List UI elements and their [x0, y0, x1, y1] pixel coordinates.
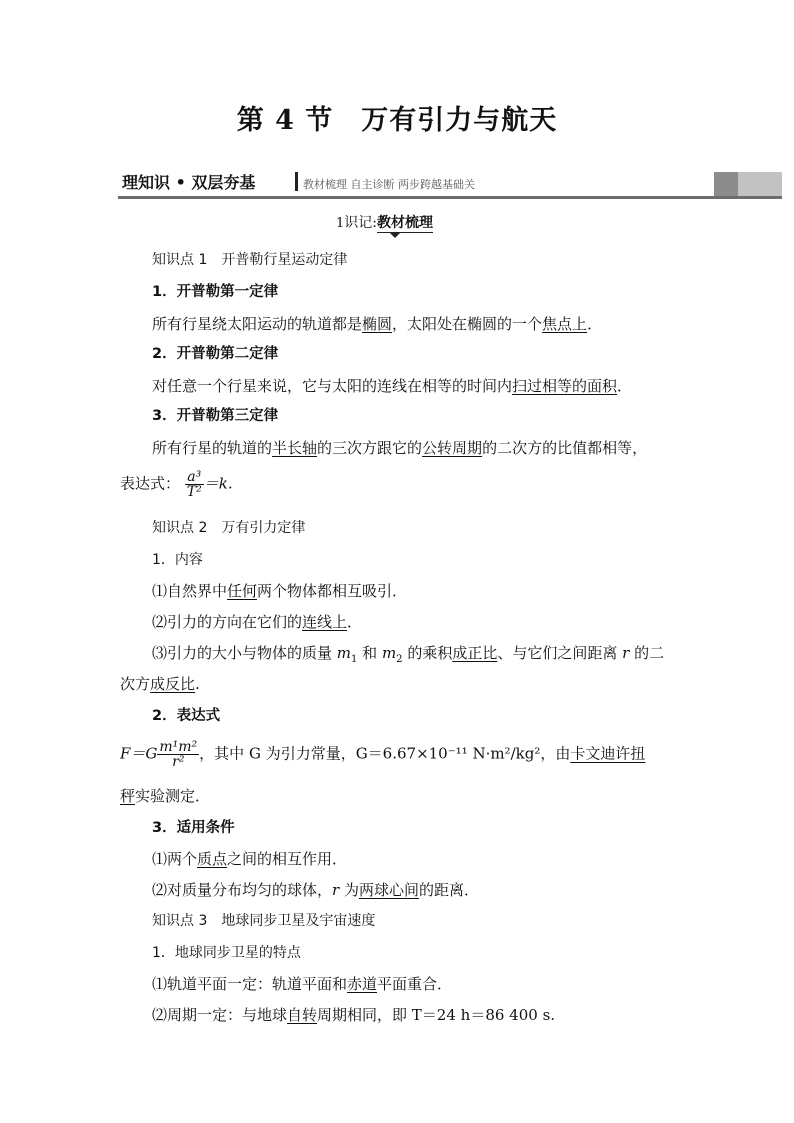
kp2-item3-cont: [120, 674, 200, 694]
text-span: ⑶引力的大小与物体的质量: [152, 644, 337, 662]
text-span: 实验测定．: [135, 787, 211, 805]
triangle-marker-icon: [389, 232, 401, 238]
kp1-law2-text: [152, 376, 632, 396]
text-span: ⑵对质量分布均匀的球体，: [152, 881, 333, 899]
kp2-cond-title: 3．适用条件: [152, 820, 235, 836]
section-dark-block: [714, 172, 738, 196]
formula-lhs: F＝G: [120, 744, 158, 763]
text-span: ，太阳处在椭圆的一个: [392, 315, 543, 333]
kp2-formula: [120, 740, 645, 769]
kp3-s1: [152, 974, 452, 994]
blank-answer: 自转: [287, 1006, 318, 1024]
kp2-expr-title: 2．表达式: [152, 708, 221, 724]
text-span: ⑵引力的方向在它们的: [152, 613, 303, 631]
kp2-item1: [152, 581, 407, 601]
text-span: ．: [347, 613, 363, 631]
blank-answer: 椭圆: [362, 315, 393, 333]
blank-answer: 公转周期: [422, 439, 483, 457]
text-span: 的二: [629, 644, 665, 662]
text-span: ．: [587, 315, 603, 333]
kp3-s2: [152, 1005, 555, 1025]
expression-rhs: ＝k.: [203, 474, 233, 493]
blank-answer: 半长轴: [272, 439, 318, 457]
text-span: 平面重合．: [377, 975, 453, 993]
kp3-s1-title: 1．地球同步卫星的特点: [152, 945, 301, 961]
text-span: r: [622, 644, 630, 662]
text-span: 的距离．: [418, 881, 479, 899]
blank-answer: 任何: [227, 582, 258, 600]
kp2-heading: 知识点 2 万有引力定律: [152, 520, 306, 536]
kp1-expression: [120, 470, 233, 499]
text-span: 两个物体都相互吸引．: [257, 582, 408, 600]
text-span: 的乘积: [402, 644, 453, 662]
fraction-numerator: m¹m²: [159, 739, 198, 755]
text-span: 所有行星的轨道的: [152, 439, 273, 457]
kepler-fraction: [185, 470, 204, 499]
gravity-fraction: [157, 740, 199, 769]
kp2-item3: [152, 643, 664, 670]
subheading-label: 教材梳理: [377, 215, 433, 231]
blank-answer: 成反比: [150, 675, 196, 693]
subheading: [336, 212, 433, 232]
blank-answer: 两球心间: [358, 881, 419, 899]
text-span: 为: [339, 881, 359, 899]
text-span: ．: [617, 377, 633, 395]
text-span: m: [336, 644, 352, 662]
section-divider: [295, 172, 298, 191]
text-span: ⑵周期一定：与地球: [152, 1006, 288, 1024]
blank-answer: 扫过相等的面积: [512, 377, 618, 395]
kp2-item2: [152, 612, 362, 632]
blank-answer: 卡文迪许扭: [570, 744, 646, 763]
kp1-law1-text: [152, 314, 602, 334]
fraction-denominator: T²: [186, 484, 202, 500]
blank-answer: 成正比: [452, 644, 498, 662]
text-span: 对任意一个行星来说，它与太阳的连线在相等的时间内: [152, 377, 513, 395]
text-span: 的二次方的比值都相等，: [482, 439, 648, 457]
text-span: ⑴轨道平面一定：轨道平面和: [152, 975, 348, 993]
text-span: ⑴两个: [152, 850, 198, 868]
kp1-law2-title: 2．开普勒第二定律: [152, 346, 279, 362]
kp3-heading: 知识点 3 地球同步卫星及宇宙速度: [152, 913, 376, 929]
expression-label: 表达式：: [120, 474, 181, 493]
section-light-block: [738, 172, 782, 196]
kp2-cond2: [152, 880, 479, 900]
kp1-law3-text: [152, 438, 647, 458]
kp2-content-title: 1．内容: [152, 552, 203, 568]
text-span: 和: [357, 644, 382, 662]
section-title: 理知识 • 双层夯基: [122, 173, 256, 192]
text-span: m: [381, 644, 397, 662]
fraction-numerator: a³: [187, 469, 202, 485]
text-span: 次方: [120, 675, 151, 693]
subheading-prefix: 识记:: [344, 215, 377, 231]
blank-answer: 连线上: [302, 613, 348, 631]
kp1-law3-title: 3．开普勒第三定律: [152, 408, 279, 424]
section-header: [118, 168, 782, 196]
kp1-law1-title: 1．开普勒第一定律: [152, 284, 279, 300]
text-span: 周期相同，即 T＝24 h＝86 400 s.: [317, 1006, 556, 1024]
section-rule: [118, 196, 782, 199]
kp1-heading: 知识点 1 开普勒行星运动定律: [152, 252, 348, 268]
section-subtitle: 教材梳理 自主诊断 两步跨越基础关: [303, 178, 475, 191]
text-span: 2: [396, 654, 403, 665]
blank-answer: 秤: [120, 787, 136, 805]
blank-answer: 赤道: [347, 975, 378, 993]
text-span: 1: [351, 654, 358, 665]
text-span: r: [332, 881, 340, 899]
text-span: 、与它们之间距离: [497, 644, 623, 662]
text-span: 所有行星绕太阳运动的轨道都是: [152, 315, 363, 333]
text-span: ⑴自然界中: [152, 582, 228, 600]
text-span: 之间的相互作用．: [227, 850, 348, 868]
blank-answer: 质点: [197, 850, 228, 868]
subheading-number: 1: [336, 216, 345, 231]
text-span: .: [195, 675, 200, 693]
blank-answer: 焦点上: [542, 315, 588, 333]
text-span: 的三次方跟它的: [317, 439, 423, 457]
fraction-denominator: r²: [157, 754, 199, 769]
page-title: 第 4 节 万有引力与航天: [236, 105, 558, 136]
kp2-formula-cont: [120, 786, 210, 806]
kp2-cond1: [152, 849, 347, 869]
text-span: ，其中 G 为引力常量，G＝6.67×10⁻¹¹ N·m²/kg²，由: [199, 744, 571, 763]
